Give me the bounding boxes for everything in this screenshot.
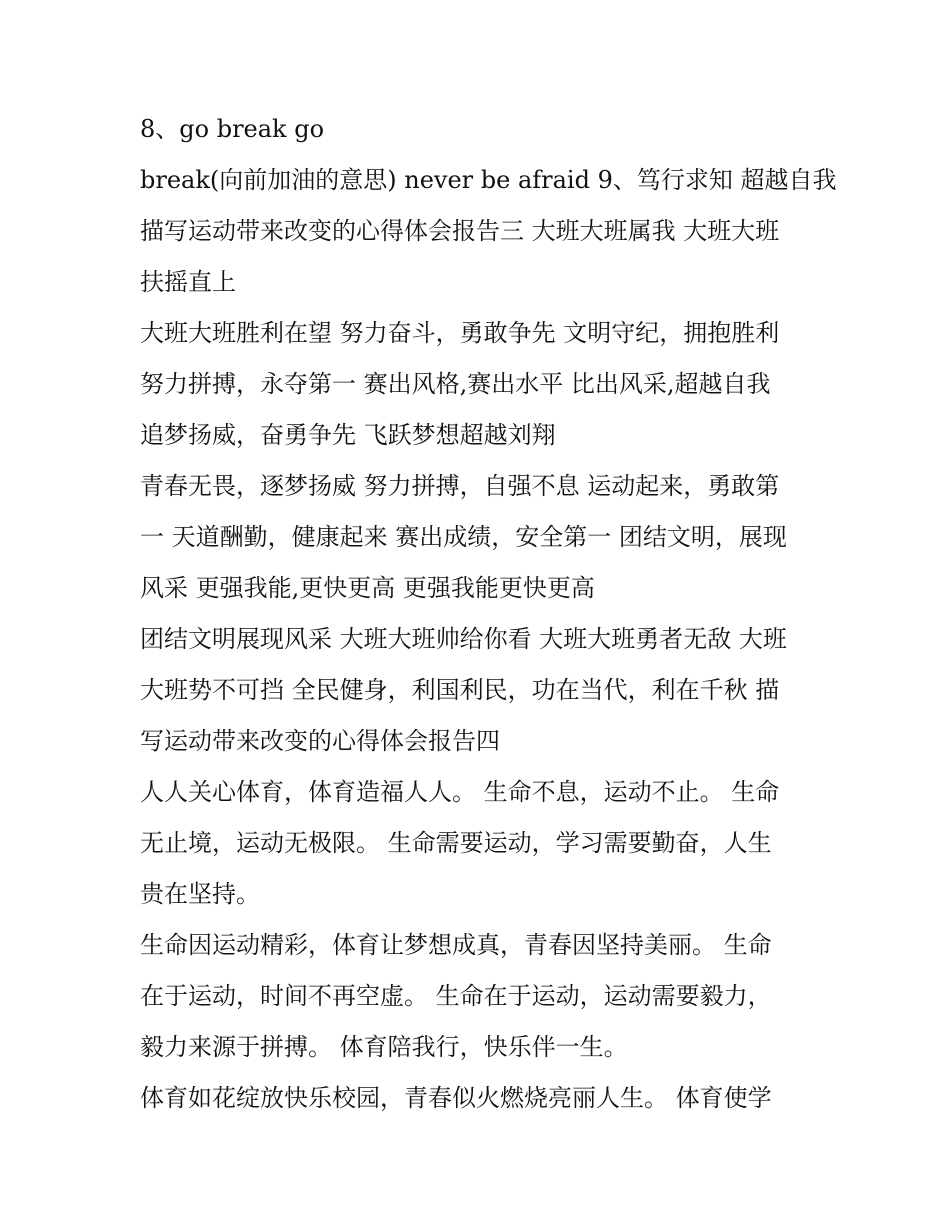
text-line: 生命因运动精彩，体育让梦想成真，青春因坚持美丽。 生命: [140, 931, 772, 959]
text-line: 风采 更强我能,更快更高 更强我能更快更高: [140, 574, 595, 602]
text-line: 写运动带来改变的心得体会报告四: [140, 727, 500, 755]
text-line: 青春无畏，逐梦扬威 努力拼搏，自强不息 运动起来，勇敢第: [140, 472, 780, 500]
text-line: 在于运动，时间不再空虚。 生命在于运动，运动需要毅力，: [140, 982, 772, 1010]
text-line: 无止境，运动无极限。 生命需要运动，学习需要勤奋，人生: [140, 829, 772, 857]
text-line: 扶摇直上: [140, 268, 236, 296]
text-line: 毅力来源于拼搏。 体育陪我行，快乐伴一生。: [140, 1033, 628, 1061]
text-line: 团结文明展现风采 大班大班帅给你看 大班大班勇者无敌 大班: [140, 625, 787, 653]
text-line: 人人关心体育，体育造福人人。 生命不息，运动不止。 生命: [140, 778, 780, 806]
text-line: 一 天道酬勤，健康起来 赛出成绩，安全第一 团结文明，展现: [140, 523, 787, 551]
text-line: 大班大班胜利在望 努力奋斗，勇敢争先 文明守纪，拥抱胜利: [140, 319, 780, 347]
text-line: 努力拼搏，永夺第一 赛出风格,赛出水平 比出风采,超越自我: [140, 370, 771, 398]
text-line: 大班势不可挡 全民健身，利国利民，功在当代，利在千秋 描: [140, 676, 780, 704]
text-line: 体育如花绽放快乐校园，青春似火燃烧亮丽人生。 体育使学: [140, 1084, 772, 1112]
text-line: 描写运动带来改变的心得体会报告三 大班大班属我 大班大班: [140, 217, 780, 245]
document-body: [140, 104, 837, 1124]
text-line: 8、go break go: [140, 115, 325, 143]
text-line: break(向前加油的意思) never be afraid 9、笃行求知 超越自我: [140, 166, 837, 194]
text-line: 追梦扬威，奋勇争先 飞跃梦想超越刘翔: [140, 421, 556, 449]
text-line: 贵在坚持。: [140, 880, 260, 908]
